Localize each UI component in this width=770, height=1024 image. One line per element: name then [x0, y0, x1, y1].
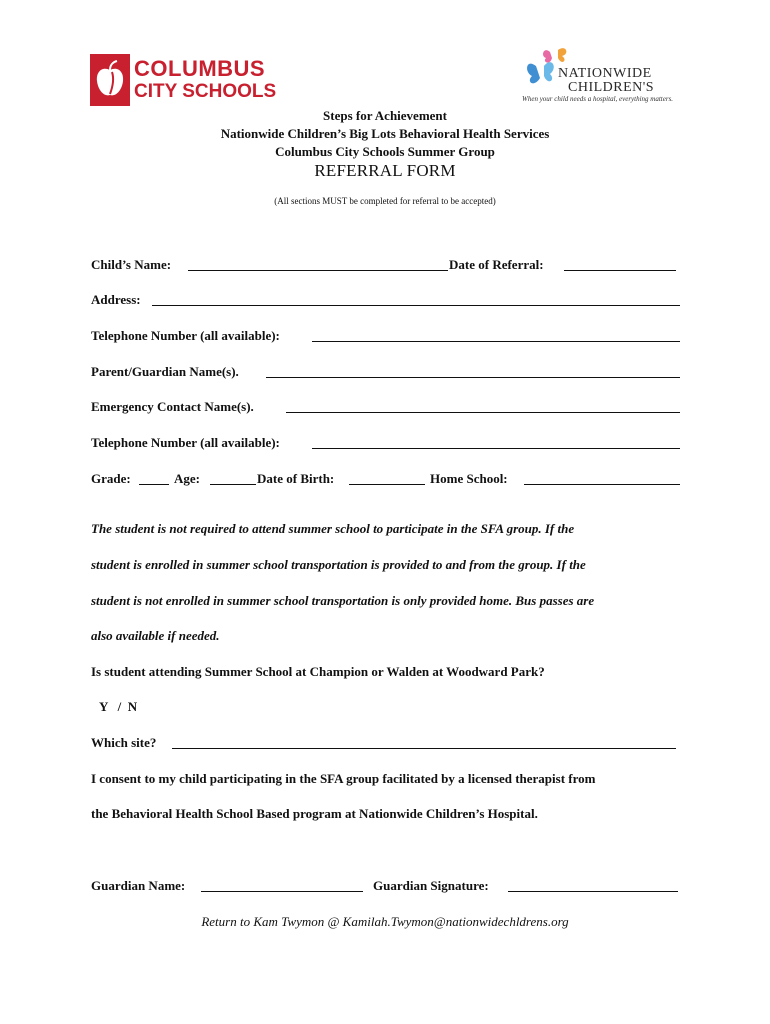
which-site-label: Which site? [91, 735, 157, 750]
yes-no-options[interactable]: Y / N [99, 699, 138, 714]
telephone-field-1[interactable] [312, 341, 680, 342]
home-school-field[interactable] [524, 484, 680, 485]
telephone-label-1: Telephone Number (all available): [91, 328, 280, 343]
age-label: Age: [174, 471, 200, 486]
home-school-label: Home School: [430, 471, 508, 486]
guardian-signature-label: Guardian Signature: [373, 878, 489, 893]
emergency-contact-field[interactable] [286, 412, 680, 413]
notice-line3: student is not enrolled in summer school transportation is only provided home. Bus passes are [91, 593, 595, 608]
form-title: REFERRAL FORM [314, 161, 456, 180]
date-of-referral-field[interactable] [564, 270, 676, 271]
notice-line1: The student is not required to attend summer school to participate in the SFA group. If the [91, 521, 575, 536]
return-to-contact: Return to Kam Twymon @ Kamilah.Twymon@nationwidechldrens.org [201, 914, 569, 929]
form-instructions: (All sections MUST be completed for referral to be accepted) [274, 196, 496, 206]
nch-logo-line2: CHILDREN'S [568, 80, 655, 95]
nch-logo-line1: NATIONWIDE [558, 66, 652, 81]
consent-line1: I consent to my child participating in the SFA group facilitated by a licensed therapist from [91, 771, 596, 786]
date-of-referral-label: Date of Referral: [449, 257, 544, 272]
which-site-field[interactable] [172, 748, 676, 749]
address-label: Address: [91, 292, 141, 307]
telephone-field-2[interactable] [312, 448, 680, 449]
apple-icon [90, 54, 130, 106]
child-name-label: Child’s Name: [91, 257, 172, 272]
parent-guardian-field[interactable] [266, 377, 680, 378]
date-of-birth-field[interactable] [349, 484, 425, 485]
header-line2: Nationwide Children’s Big Lots Behavioral Health Services [220, 126, 550, 141]
guardian-signature-field[interactable] [508, 891, 678, 892]
guardian-name-label: Guardian Name: [91, 878, 186, 893]
ccs-logo-line1: COLUMBUS [134, 56, 266, 81]
notice-line2: student is enrolled in summer school transportation is provided to and from the group. If the [91, 557, 586, 572]
nch-tagline: When your child needs a hospital, everything matters. [522, 95, 674, 103]
child-name-field[interactable] [188, 270, 448, 271]
emergency-contact-label: Emergency Contact Name(s). [91, 399, 254, 414]
header-line3: Columbus City Schools Summer Group [275, 144, 495, 159]
address-field[interactable] [152, 305, 680, 306]
columbus-city-schools-logo [90, 54, 277, 106]
telephone-label-2: Telephone Number (all available): [91, 435, 280, 450]
nationwide-childrens-logo [518, 44, 688, 110]
consent-line2: the Behavioral Health School Based program at Nationwide Children’s Hospital. [91, 806, 538, 821]
age-field[interactable] [210, 484, 256, 485]
parent-guardian-label: Parent/Guardian Name(s). [91, 364, 239, 379]
grade-field[interactable] [139, 484, 169, 485]
header-line1: Steps for Achievement [323, 108, 447, 123]
notice-line4: also available if needed. [91, 628, 220, 643]
grade-label: Grade: [91, 471, 131, 486]
date-of-birth-label: Date of Birth: [257, 471, 335, 486]
summer-school-question: Is student attending Summer School at Champion or Walden at Woodward Park? [91, 664, 545, 679]
guardian-name-field[interactable] [201, 891, 363, 892]
ccs-logo-line2: CITY SCHOOLS [134, 81, 277, 102]
